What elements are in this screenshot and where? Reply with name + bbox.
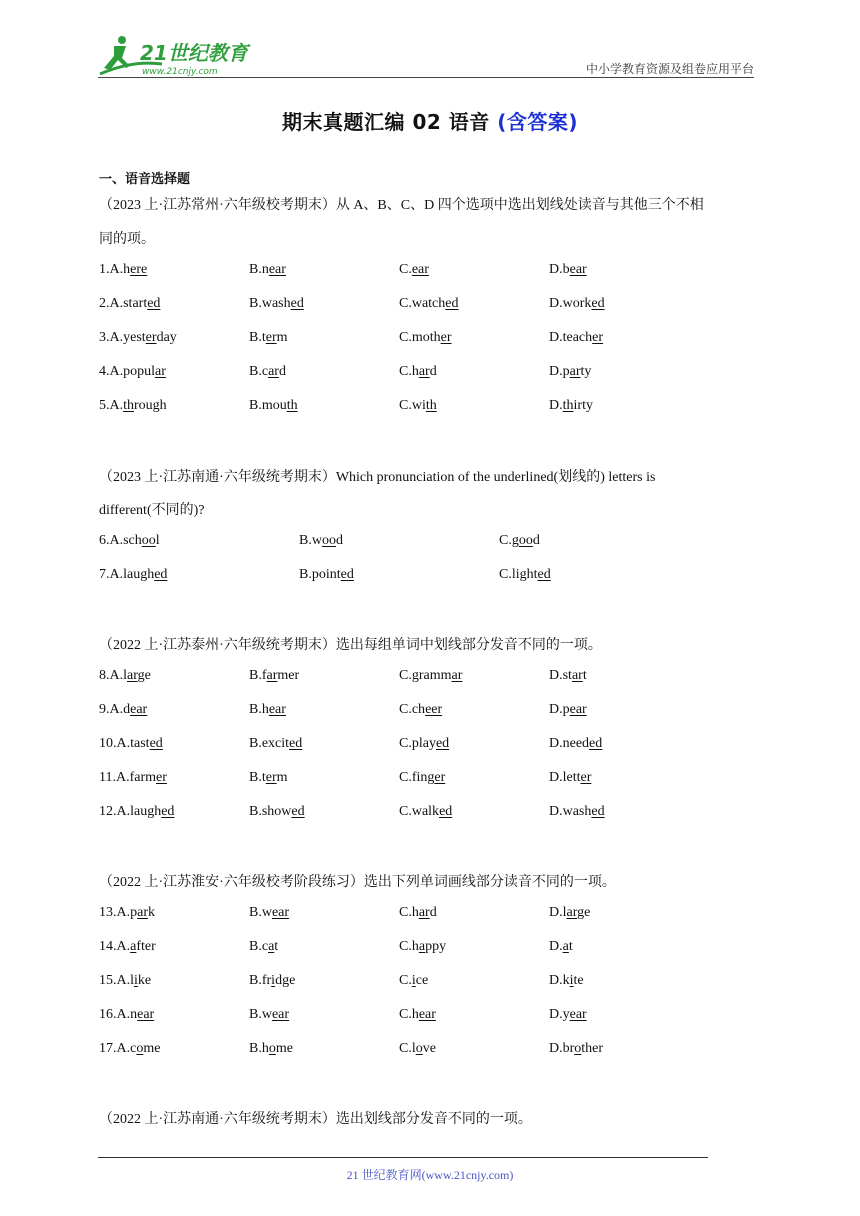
answer-option[interactable] — [249, 330, 288, 346]
underlined-letters: ar — [268, 364, 279, 379]
underlined-letters: ar — [418, 364, 430, 379]
underlined-letters: a — [130, 939, 137, 954]
underlined-letters: a — [418, 939, 426, 954]
answer-option[interactable] — [499, 567, 551, 583]
option-text: B.f — [249, 668, 267, 683]
underlined-letters: o — [136, 1041, 144, 1056]
answer-option[interactable] — [99, 939, 156, 955]
option-text: B.mou — [249, 398, 287, 413]
underlined-letters: th — [562, 398, 574, 413]
option-text: 15.A.l — [99, 973, 134, 988]
underlined-letters: ear — [411, 262, 429, 277]
question-row — [0, 973, 860, 995]
underlined-letters: i — [134, 973, 138, 988]
answer-option[interactable] — [399, 364, 437, 380]
question-row — [0, 262, 860, 284]
option-text: 17.A.c — [99, 1041, 137, 1056]
answer-option[interactable] — [249, 702, 286, 718]
option-text: B.show — [249, 804, 292, 819]
option-text: 9.A.d — [99, 702, 131, 717]
underlined-letters: ear — [569, 1007, 587, 1022]
answer-option[interactable] — [249, 736, 302, 752]
answer-option[interactable] — [399, 330, 452, 346]
underlined-letters: er — [434, 770, 446, 785]
answer-option[interactable] — [549, 1007, 587, 1023]
option-text: C.h — [399, 1007, 419, 1022]
option-text: D.p — [549, 702, 570, 717]
option-text: 12.A.laugh — [99, 804, 162, 819]
option-text: k — [148, 905, 156, 920]
option-text: D.st — [549, 668, 572, 683]
option-text: B.h — [249, 1041, 269, 1056]
underlined-letters: ear — [137, 1007, 155, 1022]
option-text: B.t — [249, 330, 266, 345]
option-text: d — [335, 533, 343, 548]
answer-option[interactable] — [399, 668, 462, 684]
option-text: d — [429, 364, 437, 379]
option-text: 4.A.popul — [99, 364, 155, 379]
option-text: C.h — [399, 939, 419, 954]
underlined-letters: th — [425, 398, 437, 413]
option-text: 11.A.farm — [99, 770, 157, 785]
option-text: D.teach — [549, 330, 593, 345]
underlined-letters: ar — [266, 668, 278, 683]
underlined-letters: ed — [154, 567, 168, 582]
option-text: me — [143, 1041, 161, 1056]
option-text: B.excit — [249, 736, 290, 751]
answer-option[interactable] — [249, 1041, 293, 1057]
answer-option[interactable] — [399, 736, 449, 752]
option-text: rough — [134, 398, 167, 413]
option-text: C.fing — [399, 770, 435, 785]
underlined-letters: th — [286, 398, 298, 413]
option-text: D. — [549, 939, 563, 954]
answer-option[interactable] — [399, 905, 437, 921]
answer-option[interactable] — [399, 262, 429, 278]
underlined-letters: i — [271, 973, 276, 988]
answer-option[interactable] — [249, 939, 278, 955]
option-text: ge — [577, 905, 591, 920]
answer-option[interactable] — [249, 905, 289, 921]
option-text: B.n — [249, 262, 269, 277]
question-row — [0, 364, 860, 386]
question-row — [0, 668, 860, 690]
underlined-letters: a — [562, 939, 569, 954]
answer-option[interactable] — [399, 1007, 436, 1023]
underlined-letters: ear — [130, 702, 148, 717]
option-text: D.p — [549, 364, 570, 379]
question-row — [0, 1041, 860, 1063]
option-text: D. — [549, 398, 563, 413]
answer-option[interactable] — [549, 770, 591, 786]
title-main: 期末真题汇编 02 语音 — [281, 110, 490, 134]
underlined-letters: er — [145, 330, 157, 345]
option-text: ty — [580, 364, 592, 379]
page-header — [0, 0, 860, 80]
answer-option[interactable] — [549, 296, 605, 312]
option-text: D.br — [549, 1041, 575, 1056]
option-text: ke — [137, 973, 152, 988]
answer-option[interactable] — [99, 330, 177, 346]
option-text: 7.A.laugh — [99, 567, 155, 582]
option-text: te — [573, 973, 584, 988]
option-text: d — [278, 364, 286, 379]
answer-option[interactable] — [549, 398, 593, 414]
answer-option[interactable] — [99, 398, 167, 414]
answer-option[interactable] — [299, 533, 343, 549]
underlined-letters: ed — [161, 804, 175, 819]
option-text: 5.A. — [99, 398, 124, 413]
underlined-letters: ar — [571, 668, 583, 683]
title-accent: (含答案) — [497, 110, 578, 134]
underlined-letters: ed — [147, 296, 161, 311]
option-text: ce — [415, 973, 429, 988]
option-text: C.wi — [399, 398, 426, 413]
option-text: 2.A.start — [99, 296, 148, 311]
answer-option[interactable] — [499, 533, 540, 549]
option-text: C.walk — [399, 804, 440, 819]
option-text: d — [532, 533, 540, 548]
question-row — [0, 905, 860, 927]
underlined-letters: ed — [589, 736, 603, 751]
answer-option[interactable] — [549, 364, 591, 380]
option-text: B.w — [249, 905, 272, 920]
answer-option[interactable] — [549, 702, 587, 718]
underlined-letters: ed — [149, 736, 163, 751]
underlined-letters: ed — [291, 804, 305, 819]
question-instruction: （2022 上·江苏淮安·六年级校考阶段练习）选出下列单词画线部分读音不同的一项。 — [99, 875, 616, 890]
underlined-letters: o — [268, 1041, 276, 1056]
underlined-letters: ear — [268, 262, 286, 277]
question-instruction: （2022 上·江苏泰州·六年级统考期末）选出每组单词中划线部分发音不同的一项。 — [99, 638, 602, 653]
underlined-letters: ed — [435, 736, 450, 751]
underlined-letters: ar — [137, 905, 149, 920]
answer-option[interactable] — [99, 804, 174, 820]
underlined-letters: ear — [418, 1007, 436, 1022]
answer-option[interactable] — [549, 736, 602, 752]
option-text: fter — [136, 939, 156, 954]
underlined-letters: ed — [537, 567, 551, 582]
option-text: C.h — [399, 905, 419, 920]
underlined-letters: ear — [271, 905, 290, 920]
option-text: ther — [581, 1041, 604, 1056]
underlined-letters: ed — [445, 296, 459, 311]
answer-option[interactable] — [549, 973, 584, 989]
question-row — [0, 567, 860, 589]
option-text: C. — [399, 262, 412, 277]
underlined-letters: er — [592, 330, 604, 345]
option-text: B.t — [249, 770, 266, 785]
option-text: 14.A. — [99, 939, 131, 954]
option-text: ppy — [425, 939, 447, 954]
option-text: D.wash — [549, 804, 592, 819]
option-text: t — [582, 668, 587, 683]
page-footer: 21 世纪教育网(www.21cnjy.com) — [346, 1168, 514, 1182]
option-text: C.play — [399, 736, 436, 751]
answer-option[interactable] — [99, 905, 155, 921]
underlined-letters: ar — [566, 905, 578, 920]
footer-divider — [98, 1157, 708, 1158]
underlined-letters: ed — [340, 567, 354, 582]
answer-option[interactable] — [399, 702, 442, 718]
option-text: B.fr — [249, 973, 272, 988]
question-instruction-cont: 同的项。 — [99, 232, 155, 247]
answer-option[interactable] — [99, 1007, 154, 1023]
underlined-letters: o — [574, 1041, 582, 1056]
answer-option[interactable] — [249, 770, 288, 786]
option-text: D.y — [549, 1007, 570, 1022]
option-text: B.h — [249, 702, 269, 717]
underlined-letters: oo — [321, 533, 336, 548]
underlined-letters: ar — [155, 364, 166, 379]
option-text: ge — [137, 668, 151, 683]
answer-option[interactable] — [399, 804, 452, 820]
answer-option[interactable] — [549, 668, 587, 684]
option-text: D.k — [549, 973, 570, 988]
underlined-letters: ear — [569, 262, 587, 277]
option-text: me — [275, 1041, 293, 1056]
option-text: C.moth — [399, 330, 441, 345]
question-row — [0, 330, 860, 352]
option-text: D.l — [549, 905, 567, 920]
answer-option[interactable] — [549, 905, 590, 921]
answer-option[interactable] — [549, 804, 605, 820]
option-text: B.w — [299, 533, 322, 548]
question-instruction: （2023 上·江苏南通·六年级统考期末）Which pronunciation of the underlined(划线的) letters is — [99, 470, 656, 485]
answer-option[interactable] — [399, 296, 458, 312]
option-text: l — [155, 533, 160, 548]
question-row — [0, 804, 860, 826]
underlined-letters: er — [265, 770, 277, 785]
answer-option[interactable] — [99, 533, 160, 549]
answer-option[interactable] — [99, 770, 167, 786]
option-text: B.c — [249, 939, 269, 954]
question-row — [0, 736, 860, 758]
question-instruction: （2022 上·江苏南通·六年级统考期末）选出划线部分发音不同的一项。 — [99, 1112, 532, 1127]
question-row — [0, 702, 860, 724]
underlined-letters: ed — [591, 804, 605, 819]
answer-option[interactable] — [99, 364, 166, 380]
answer-option[interactable] — [399, 770, 445, 786]
option-text: ve — [422, 1041, 436, 1056]
answer-option[interactable] — [249, 398, 298, 414]
option-text: 6.A.sch — [99, 533, 142, 548]
underlined-letters: i — [411, 973, 416, 988]
option-text: D.b — [549, 262, 570, 277]
answer-option[interactable] — [549, 1041, 603, 1057]
option-text: t — [568, 939, 573, 954]
answer-option[interactable] — [99, 1041, 160, 1057]
logo-text: 21世纪教育 — [140, 41, 248, 65]
underlined-letters: ear — [271, 1007, 290, 1022]
option-text: C.g — [499, 533, 519, 548]
page-title — [0, 106, 860, 135]
underlined-letters: oo — [518, 533, 533, 548]
question-instruction-cont: different(不同的)? — [99, 503, 205, 518]
answer-option[interactable] — [299, 567, 354, 583]
answer-option[interactable] — [99, 736, 163, 752]
question-row — [0, 296, 860, 318]
option-text: day — [156, 330, 177, 345]
underlined-letters: ed — [439, 804, 453, 819]
underlined-letters: er — [580, 770, 592, 785]
underlined-letters: eer — [425, 702, 443, 717]
underlined-letters: er — [265, 330, 277, 345]
answer-option[interactable] — [249, 1007, 289, 1023]
option-text: C.l — [399, 1041, 416, 1056]
underlined-letters: o — [415, 1041, 423, 1056]
option-text: t — [274, 939, 279, 954]
option-text: mer — [277, 668, 300, 683]
underlined-letters: ed — [290, 296, 304, 311]
underlined-letters: ar — [418, 905, 430, 920]
answer-option[interactable] — [249, 262, 286, 278]
option-text: d — [429, 905, 437, 920]
answer-option[interactable] — [249, 973, 295, 989]
answer-option[interactable] — [249, 804, 305, 820]
answer-option[interactable] — [99, 567, 167, 583]
underlined-letters: ar — [127, 668, 138, 683]
answer-option[interactable] — [399, 939, 446, 955]
underlined-letters: ar — [451, 668, 463, 683]
option-text: B.c — [249, 364, 269, 379]
option-text: B.point — [299, 567, 341, 582]
option-text: 1.A.h — [99, 262, 131, 277]
answer-option[interactable] — [249, 296, 304, 312]
option-text: C.h — [399, 364, 419, 379]
option-text: m — [276, 770, 288, 785]
underlined-letters: th — [123, 398, 135, 413]
option-text: B.wash — [249, 296, 291, 311]
answer-option[interactable] — [249, 668, 299, 684]
answer-option[interactable] — [399, 973, 428, 989]
option-text: irty — [573, 398, 593, 413]
answer-option[interactable] — [549, 330, 603, 346]
question-instruction: （2023 上·江苏常州·六年级校考期末）从 A、B、C、D 四个选项中选出划线处读音与其他三个不相 — [99, 198, 704, 213]
question-row — [0, 1007, 860, 1029]
option-text: C.light — [499, 567, 538, 582]
answer-option[interactable] — [249, 364, 286, 380]
answer-option[interactable] — [549, 262, 587, 278]
option-text: C.ch — [399, 702, 426, 717]
option-text: 8.A.l — [99, 668, 127, 683]
question-row — [0, 939, 860, 961]
answer-option[interactable] — [99, 702, 147, 718]
question-row — [0, 770, 860, 792]
question-row — [0, 398, 860, 420]
option-text: C.gramm — [399, 668, 452, 683]
option-text: B.w — [249, 1007, 272, 1022]
option-text: dge — [275, 973, 296, 988]
underlined-letters: a — [268, 939, 275, 954]
question-row — [0, 533, 860, 555]
underlined-letters: ear — [569, 702, 587, 717]
answer-option[interactable] — [99, 668, 151, 684]
logo-url: www.21cnjy.com — [142, 67, 218, 77]
option-text: 16.A.n — [99, 1007, 138, 1022]
underlined-letters: ed — [591, 296, 605, 311]
header-divider — [98, 77, 754, 78]
underlined-letters: er — [156, 770, 167, 785]
underlined-letters: oo — [141, 533, 156, 548]
option-text: m — [276, 330, 288, 345]
underlined-letters: ere — [130, 262, 148, 277]
option-text: D.lett — [549, 770, 581, 785]
answer-option[interactable] — [549, 939, 573, 955]
answer-option[interactable] — [99, 262, 147, 278]
option-text: C.watch — [399, 296, 446, 311]
answer-option[interactable] — [99, 296, 160, 312]
underlined-letters: er — [440, 330, 452, 345]
underlined-letters: ar — [569, 364, 581, 379]
answer-option[interactable] — [399, 398, 437, 414]
section-heading: 一、语音选择题 — [99, 172, 191, 187]
underlined-letters: ed — [289, 736, 303, 751]
option-text: D.need — [549, 736, 590, 751]
answer-option[interactable] — [99, 973, 151, 989]
option-text: C. — [399, 973, 412, 988]
option-text: 3.A.yest — [99, 330, 146, 345]
option-text: 10.A.tast — [99, 736, 150, 751]
option-text: 13.A.p — [99, 905, 138, 920]
answer-option[interactable] — [399, 1041, 436, 1057]
underlined-letters: i — [569, 973, 574, 988]
site-tagline: 中小学教育资源及组卷应用平台 — [585, 62, 754, 76]
site-logo — [92, 34, 262, 78]
option-text: D.work — [549, 296, 592, 311]
underlined-letters: ear — [268, 702, 286, 717]
